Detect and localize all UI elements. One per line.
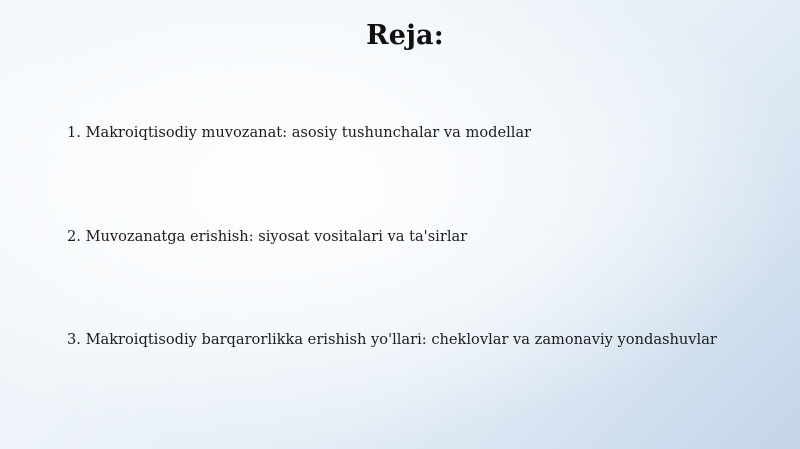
- slide-title: Reja:: [366, 20, 444, 51]
- plan-item-3: 3. Makroiqtisodiy barqarorlikka erishish yo'llari: cheklovlar va zamonaviy yondashuvlar: [67, 331, 717, 348]
- plan-item-2: 2. Muvozanatga erishish: siyosat vositalari va ta'sirlar: [67, 228, 468, 245]
- plan-item-1: 1. Makroiqtisodiy muvozanat: asosiy tushunchalar va modellar: [67, 124, 532, 141]
